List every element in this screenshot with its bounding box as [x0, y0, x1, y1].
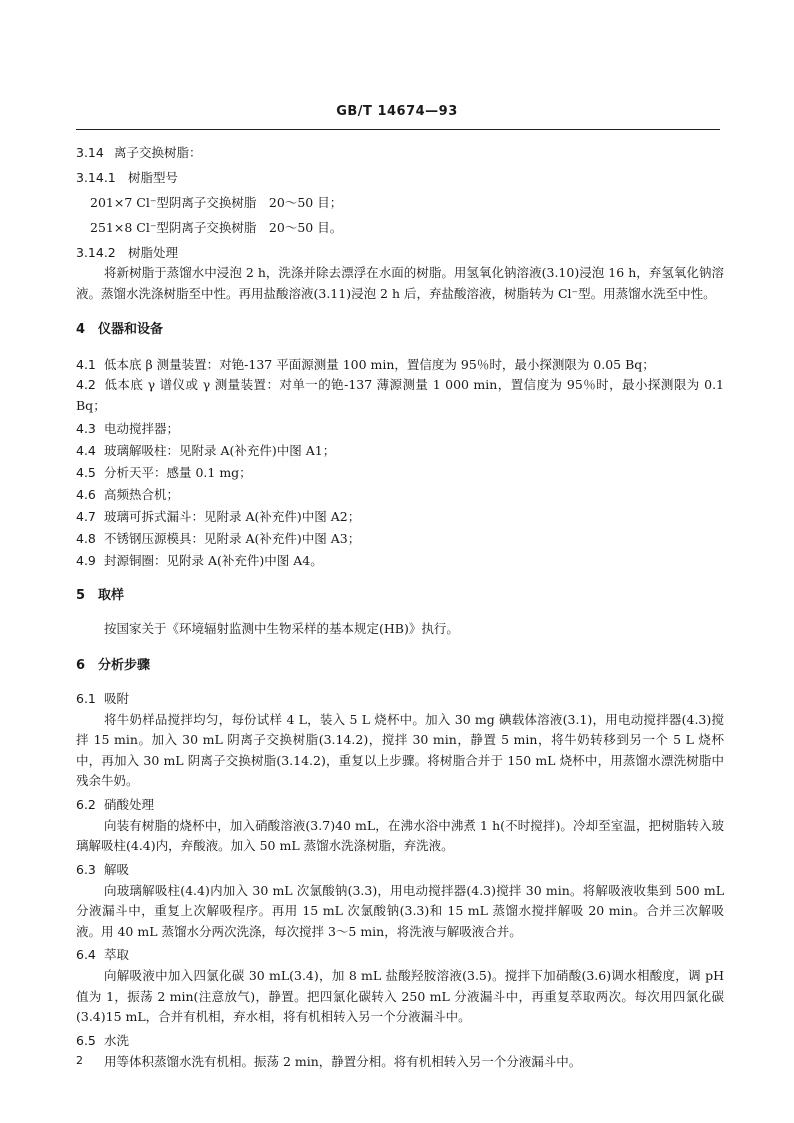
item-number: 4.9 [76, 553, 96, 568]
clause-3-14 [76, 143, 724, 162]
subsection-title: 解吸 [104, 861, 130, 877]
item-number: 4.8 [76, 531, 96, 546]
subsection-paragraph: 将牛奶样品搅拌均匀，每份试样 4 L，装入 5 L 烧杯中。加入 30 mg 碘载体溶液(3.1)，用电动搅拌器(4.3)搅拌 15 min。加入 30 mL 阴离子交换树脂(3.14.2)，搅拌 30 min，静置 5 min，将牛奶转移到另一个 5 L 烧杯中，再加入 30 mL 阴离子交换树脂(3.14.2)，重复以上步骤。将树脂合并于 150 mL 烧杯中，用蒸馏水漂洗树脂中残余牛奶。 [76, 711, 724, 788]
item-text: 玻璃可拆式漏斗：见附录 A(补充件)中图 A2； [104, 509, 361, 524]
subsection-6-2 [76, 795, 724, 814]
instrument-item [76, 485, 724, 504]
clause-number: 3.14.1 [76, 170, 116, 185]
instrument-item [76, 441, 724, 460]
subsection-number: 6.1 [76, 690, 96, 706]
subsection-number: 6.2 [76, 796, 96, 812]
item-text: 分析天平：感量 0.1 mg； [104, 465, 252, 480]
subsection-paragraph: 用等体积蒸馏水洗有机相。振荡 2 min，静置分相。将有机相转入另一个分液漏斗中。 [104, 1053, 582, 1069]
item-text: 电动搅拌器； [104, 421, 180, 436]
item-text: 封源铜圈：见附录 A(补充件)中图 A4。 [104, 553, 323, 568]
item-text: 低本底 β 测量装置：对铯-137 平面源测量 100 min，置信度为 95％时，最小探测限为 0.05 Bq； [104, 357, 655, 372]
instrument-item [76, 375, 724, 416]
subsection-title: 吸附 [104, 690, 130, 706]
subsection-title: 萃取 [104, 947, 130, 962]
subsection-6-5 [76, 1031, 724, 1050]
item-number: 4.7 [76, 509, 96, 524]
item-number: 4.4 [76, 443, 96, 458]
clause-number: 3.14.2 [76, 245, 116, 260]
subsection-title: 水洗 [104, 1032, 130, 1048]
instrument-item [76, 463, 724, 482]
clause-text: 树脂处理 [127, 245, 178, 260]
instrument-item [76, 551, 724, 570]
section-5-heading: 5 取样 [76, 588, 125, 603]
subsection-paragraph: 向玻璃解吸柱(4.4)内加入 30 mL 次氯酸钠(3.3)，用电动搅拌器(4.3)搅拌 30 min。将解吸液收集到 500 mL 分液漏斗中，重复上次解吸程序。再用 15 mL 次氯酸钠(3.3)和 15 mL 蒸馏水搅拌解吸 20 min。合并三次解吸液。用 40 mL 蒸馏水分两次洗涤，每次搅拌 3～5 min，将洗液与解吸液合并。 [76, 882, 724, 939]
clause-3-14-1 [76, 168, 724, 187]
standard-code-header: GB/T 14674—93 [336, 104, 458, 119]
clause-text: 树脂型号 [127, 170, 178, 185]
sampling-paragraph: 按国家关于《环境辐射监测中生物采样的基本规定(HB)》执行。 [104, 621, 459, 636]
item-text: 低本底 γ 谱仪或 γ 测量装置：对单一的铯-137 薄源测量 1 000 min，置信度为 95％时，最小探测限为 0.1 Bq； [76, 377, 724, 413]
subsection-6-4 [76, 945, 724, 964]
instrument-item [76, 419, 724, 438]
subsection-number: 6.3 [76, 861, 96, 877]
instrument-item [76, 355, 724, 374]
instrument-item [76, 529, 724, 548]
item-number: 4.6 [76, 487, 96, 502]
instrument-item [76, 507, 724, 526]
section-4-heading: 4 仪器和设备 [76, 322, 164, 337]
resin-type-item: 201×7 Cl⁻型阴离子交换树脂 20～50 目； [90, 195, 343, 210]
item-number: 4.1 [76, 357, 96, 372]
item-text: 高频热合机； [104, 487, 180, 502]
page-number: 2 [76, 1054, 83, 1067]
item-number: 4.5 [76, 465, 96, 480]
document-body [76, 143, 724, 1072]
subsection-paragraph: 向解吸液中加入四氯化碳 30 mL(3.4)，加 8 mL 盐酸羟胺溶液(3.5)。搅拌下加硝酸(3.6)调水相酸度，调 pH 值为 1，振荡 2 min(注意放气)，静置。把四氯化碳转入 250 mL 分液漏斗中，再重复萃取两次。每次用四氯化碳(3.4)15 mL，合并有机相，弃水相，将有机相转入另一个分液漏斗中。 [76, 968, 724, 1024]
item-number: 4.2 [76, 377, 96, 392]
section-6-heading: 6 分析步骤 [76, 657, 151, 673]
resin-type-item: 251×8 Cl⁻型阴离子交换树脂 20～50 目。 [90, 220, 343, 235]
subsection-paragraph: 向装有树脂的烧杯中，加入硝酸溶液(3.7)40 mL，在沸水浴中沸煮 1 h(不时搅拌)。冷却至室温，把树脂转入玻璃解吸柱(4.4)内，弃酸液。加入 50 mL 蒸馏水洗涤树脂，弃洗液。 [76, 817, 724, 853]
subsection-6-1 [76, 689, 724, 708]
item-text: 不锈钢压源模具：见附录 A(补充件)中图 A3； [104, 531, 361, 546]
header-rule [76, 129, 720, 130]
subsection-number: 6.4 [76, 947, 96, 962]
clause-3-14-2 [76, 243, 724, 262]
item-number: 4.3 [76, 421, 96, 436]
clause-text: 离子交换树脂： [113, 145, 202, 160]
subsection-6-3 [76, 860, 724, 879]
item-text: 玻璃解吸柱：见附录 A(补充件)中图 A1； [104, 443, 336, 458]
subsection-title: 硝酸处理 [104, 796, 155, 812]
clause-number: 3.14 [76, 145, 104, 160]
subsection-number: 6.5 [76, 1032, 96, 1048]
resin-treatment-paragraph: 将新树脂于蒸馏水中浸泡 2 h，洗涤并除去漂浮在水面的树脂。用氢氧化钠溶液(3.10)浸泡 16 h，弃氢氧化钠溶液。蒸馏水洗涤树脂至中性。再用盐酸溶液(3.11)浸泡 2 h 后，弃盐酸溶液，树脂转为 Cl⁻型。用蒸馏水洗至中性。 [76, 265, 724, 301]
